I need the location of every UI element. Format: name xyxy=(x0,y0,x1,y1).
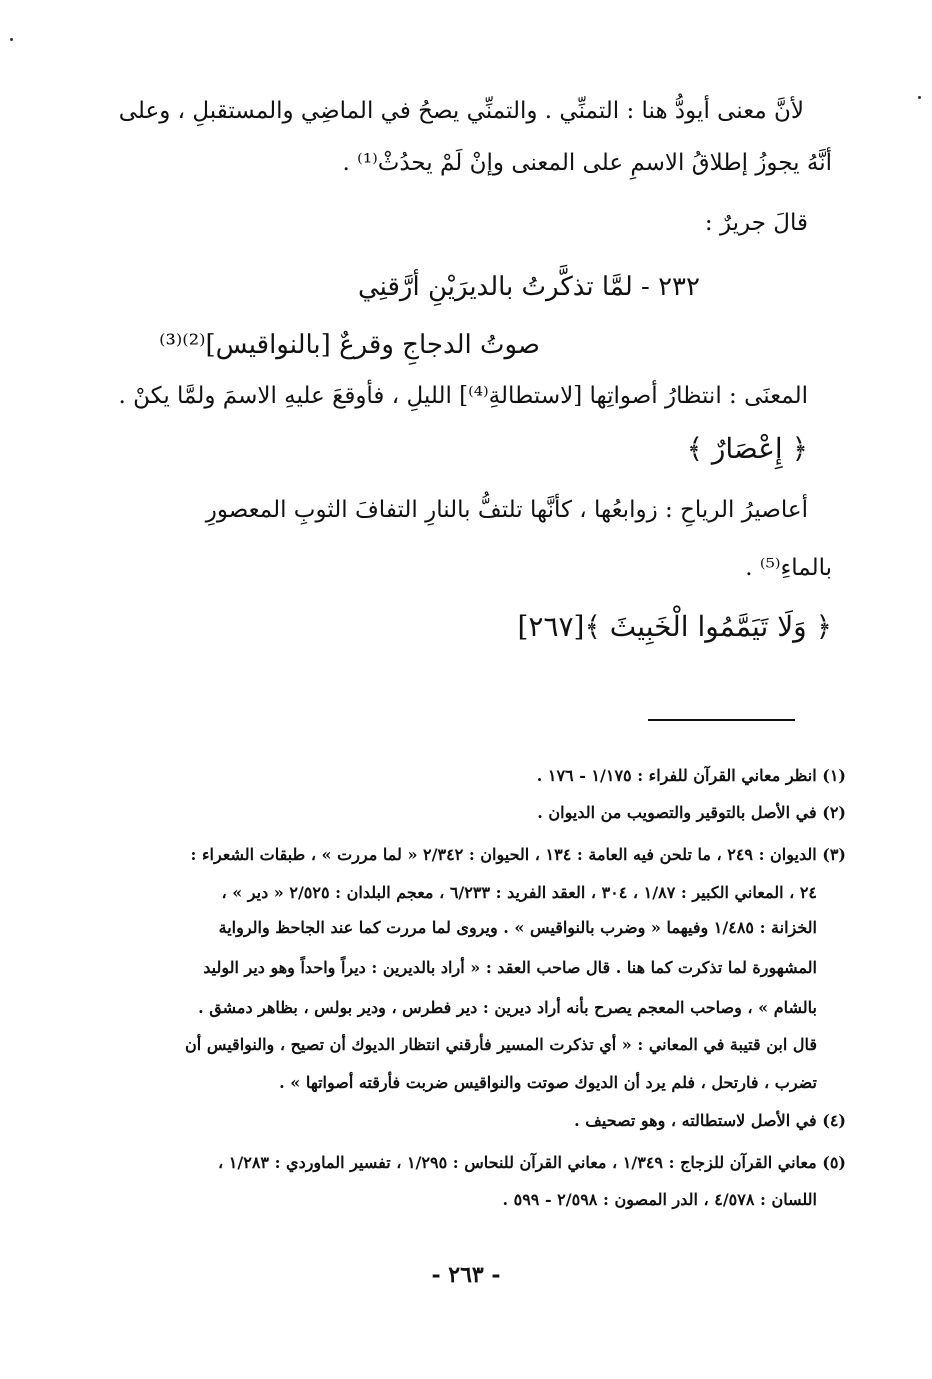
verse-second-hemistich: صوتُ الدجاجِ وقرعٌ [بالنواقيس]⁽²⁾⁽³⁾ xyxy=(159,330,540,360)
scan-speck xyxy=(918,96,921,99)
page-number: - ٢٦٣ - xyxy=(431,1262,501,1288)
footnote-4: (٤) في الأصل لاستطالته ، وهو تصحيف . xyxy=(574,1111,846,1130)
quran-heading-2: ﴿ وَلَا تَيَمَّمُوا الْخَبِيثَ ﴾[٢٦٧] xyxy=(517,610,832,643)
footnote-5-line-1: (٥) معاني القرآن للزجاج : ١/٣٤٩ ، معاني القرآن للنحاس : ١/٢٩٥ ، تفسير الماوردي : ١/٢٨٣ ، xyxy=(218,1153,846,1172)
footnote-3-line-6: قال ابن قتيبة في المعاني : « أي تذكرت المسير فأرقني انتظار الديوك أن تصيح ، والنواقيس أن xyxy=(185,1035,817,1054)
footnote-1: (١) انظر معاني القرآن للفراء : ١/١٧٥ - ١٧٦ . xyxy=(536,766,846,785)
footnote-3-line-2: ٢٤ ، المعاني الكبير : ١/٨٧ ، ٣٠٤ ، العقد الفريد : ٦/٢٣٣ ، معجم البلدان : ٢/٥٢٥ « دير » ، xyxy=(221,883,817,902)
body-line-4: المعنَى : انتظارُ أصواتِها [لاستطالةِ⁽⁴⁾] الليلِ ، فأوقعَ عليهِ الاسمَ ولمَّا يكنْ . xyxy=(118,383,808,409)
body-line-1: لأنَّ معنى أيودُّ هنا : التمنِّي . والتمنِّي يصحُ في الماضِي والمستقبلِ ، وعلى xyxy=(118,98,804,124)
footnote-3-line-4: المشهورة لما تذكرت كما هنا . قال صاحب العقد : « أراد بالديرين : ديراً واحداً وهو دير الوليد xyxy=(203,958,817,977)
footnote-2: (٢) في الأصل بالتوقير والتصويب من الديوان . xyxy=(537,803,846,822)
body-line-6: بالماءِ⁽⁵⁾ . xyxy=(745,555,832,581)
quran-heading-1: ﴿ إِعْصَارٌ ﴾ xyxy=(686,432,808,465)
footnote-3-line-1: (٣) الديوان : ٢٤٩ ، ما تلحن فيه العامة : ١٣٤ ، الحيوان : ٢/٣٤٢ « لما مررت » ، طبقات الشعراء : xyxy=(190,845,846,864)
body-line-3: قالَ جريرٌ : xyxy=(704,210,808,236)
body-line-5: أعاصيرُ الرياحِ : زوابعُها ، كأنَّها تلتفُّ بالنارِ التفافَ الثوبِ المعصورِ xyxy=(205,497,808,523)
footnote-5-line-2: اللسان : ٤/٥٧٨ ، الدر المصون : ٢/٥٩٨ - ٥٩٩ . xyxy=(502,1190,817,1209)
footnote-3-line-7: تضرب ، فارتحل ، فلم يرد أن الديوك صوتت والنواقيس ضربت فأرقته أصواتها » . xyxy=(279,1073,817,1092)
verse-first-hemistich: ٢٣٢ - لمَّا تذكَّرتُ بالديرَيْنِ أرَّقنِي xyxy=(357,272,700,302)
footnote-separator xyxy=(648,719,795,721)
scan-speck xyxy=(10,38,13,41)
body-line-2: أنَّهُ يجوزُ إطلاقُ الاسمِ على المعنى وإنْ لَمْ يحدُثْ⁽¹⁾ . xyxy=(342,150,832,176)
footnote-3-line-5: بالشام » ، وصاحب المعجم يصرح بأنه أراد ديرين : دير فطرس ، ودير بولس ، بظاهر دمشق . xyxy=(198,998,817,1017)
footnote-3-line-3: الخزانة : ١/٤٨٥ وفيهما « وضرب بالنواقيس » . ويروى لما مررت كما عند الجاحظ والرواية xyxy=(218,918,817,937)
